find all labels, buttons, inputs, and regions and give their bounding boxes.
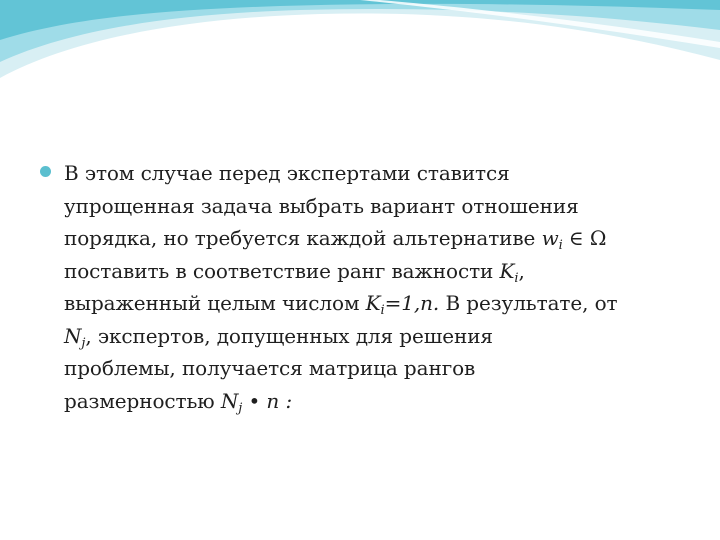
- sub-j: j: [238, 400, 243, 416]
- line-5-end: В результате, от: [445, 291, 618, 315]
- text-line-6: [64, 320, 618, 353]
- text-line-5: [64, 287, 618, 320]
- element-of-omega: ∈ Ω: [568, 226, 607, 250]
- line-3-text: порядка, но требуется каждой альтернативе: [64, 226, 536, 250]
- text-line-8: [64, 385, 618, 418]
- text-line-7: проблемы, получается матрица рангов: [64, 356, 476, 380]
- multiply-dot: •: [248, 388, 261, 413]
- text-line-2: упрощенная задача выбрать вариант отношения: [64, 193, 579, 218]
- sub-i: i: [380, 303, 385, 318]
- var-k: K: [365, 291, 381, 315]
- content-area: [40, 157, 690, 417]
- line-6-text: , экспертов, допущенных для решения: [85, 323, 493, 348]
- text-line-3: [64, 222, 618, 255]
- header-wave-decoration: [0, 0, 720, 90]
- var-small-n: n :: [266, 388, 293, 413]
- range-expression: =1,n.: [384, 291, 440, 315]
- line-4-end: ,: [518, 258, 525, 283]
- line-4-text: поставить в соответствие ранг важности: [64, 258, 494, 283]
- var-n: N: [220, 388, 239, 413]
- bullet-dot-icon: [40, 166, 51, 177]
- var-n: N: [64, 323, 82, 348]
- sub-j: j: [81, 335, 86, 351]
- bullet-text: [64, 157, 618, 417]
- bullet-item: [40, 157, 690, 417]
- line-8-text: размерностью: [64, 388, 215, 413]
- sub-i: i: [558, 238, 563, 253]
- text-line-4: [64, 255, 618, 288]
- sub-i: i: [514, 270, 519, 286]
- var-w: w: [541, 226, 559, 250]
- line-5-text: выраженный целым числом: [64, 291, 360, 315]
- var-k: K: [499, 258, 515, 283]
- text-line-1: В этом случае перед экспертами ставится: [64, 161, 510, 185]
